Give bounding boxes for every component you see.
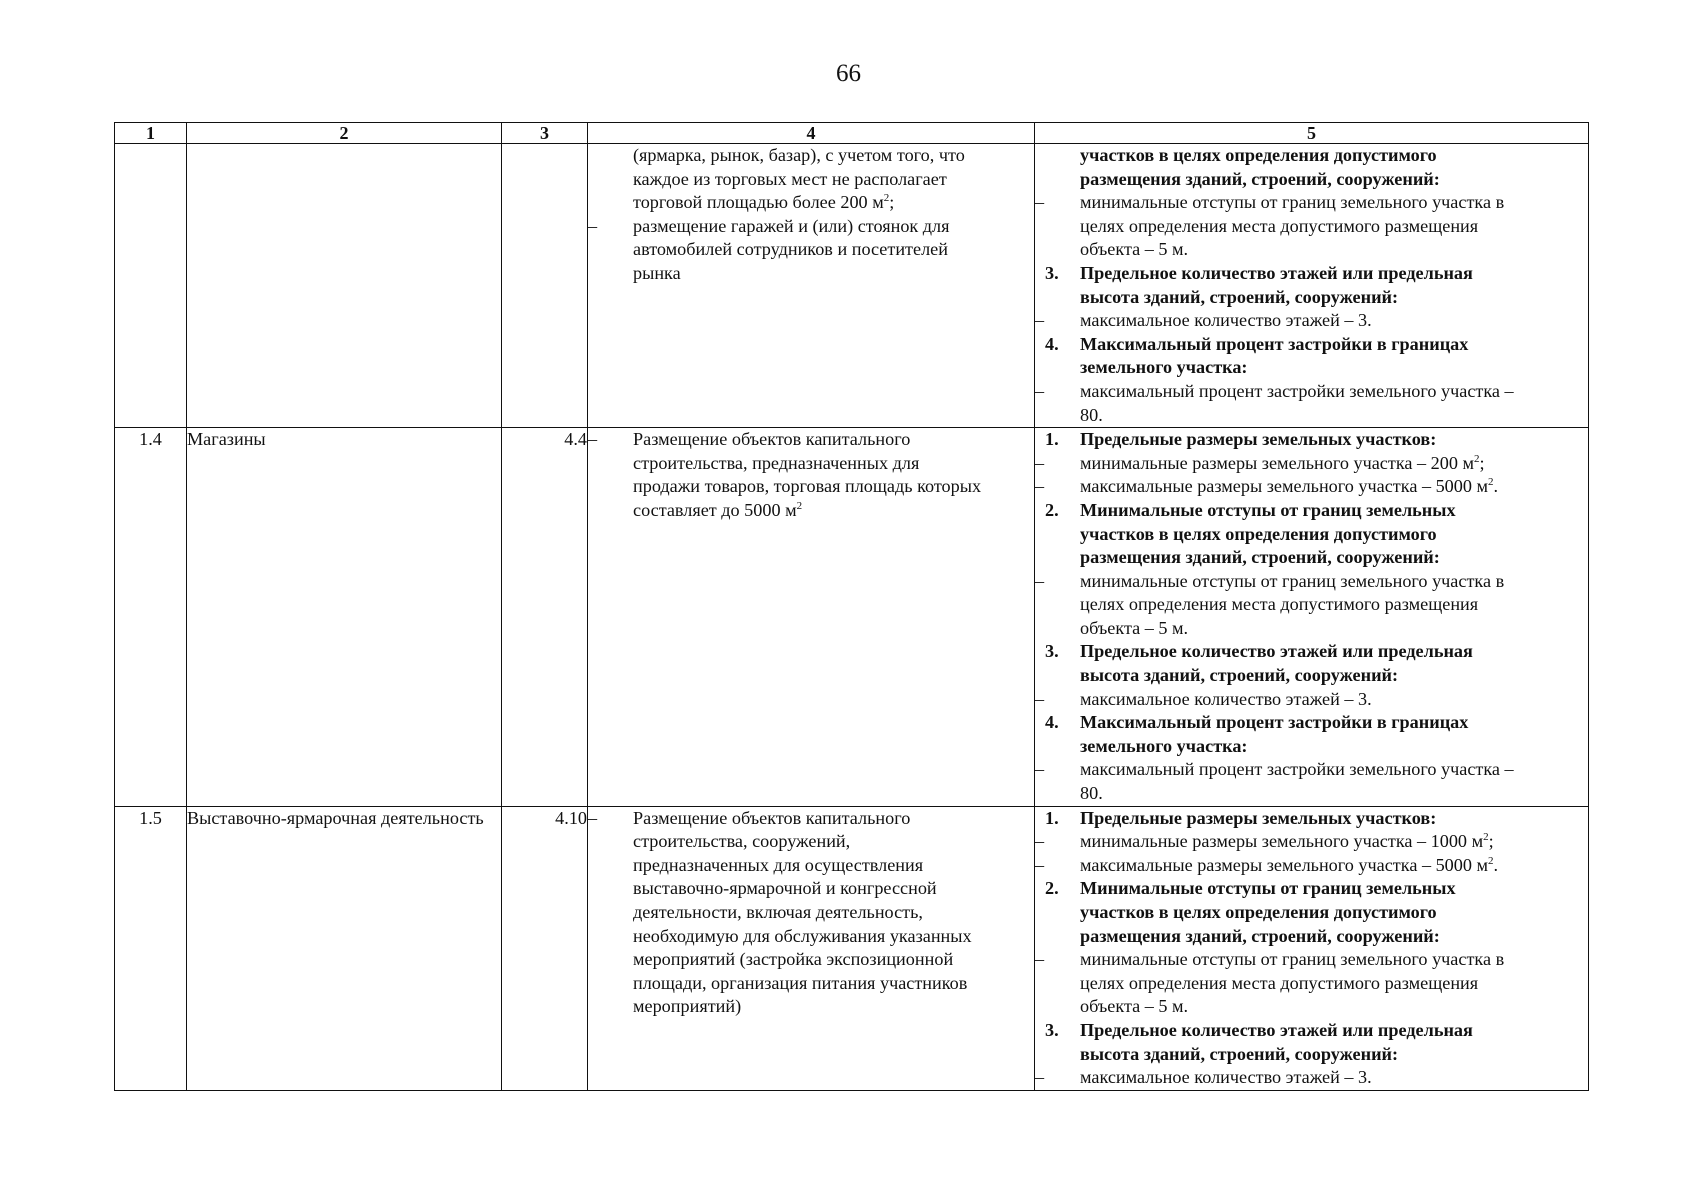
line-text: максимальные размеры земельного участка – 5000 м bbox=[1080, 854, 1489, 875]
list-bullet: – bbox=[1035, 380, 1045, 401]
list-bullet: – bbox=[1035, 310, 1045, 331]
use-name-cell: Магазины bbox=[187, 428, 502, 807]
use-code-cell bbox=[502, 144, 588, 428]
text-line bbox=[588, 830, 1034, 854]
text-line bbox=[588, 238, 1034, 262]
row-number-cell bbox=[115, 144, 187, 428]
line-text: Предельное количество этажей или предельная bbox=[1080, 262, 1473, 283]
list-bullet: – bbox=[1035, 1067, 1045, 1088]
text-line bbox=[588, 191, 1034, 215]
line-text: необходимую для обслуживания указанных bbox=[633, 925, 972, 946]
line-text: целях определения места допустимого размещения bbox=[1080, 594, 1479, 615]
parameters-cell bbox=[1035, 806, 1589, 1090]
text-line bbox=[1035, 758, 1588, 782]
line-text: предназначенных для осуществления bbox=[633, 854, 924, 875]
use-description-cell bbox=[588, 806, 1035, 1090]
line-suffix: ; bbox=[1488, 831, 1494, 852]
text-line bbox=[1035, 238, 1588, 262]
item-number: 4. bbox=[1045, 333, 1059, 354]
line-suffix: ; bbox=[1479, 452, 1485, 473]
text-line bbox=[588, 144, 1034, 168]
table-row bbox=[115, 806, 1589, 1090]
zoning-table bbox=[114, 122, 1589, 1091]
text-line bbox=[1035, 262, 1588, 286]
text-line bbox=[1035, 309, 1588, 333]
line-text: Минимальные отступы от границ земельных bbox=[1080, 499, 1456, 520]
text-line bbox=[588, 854, 1034, 878]
item-number: 4. bbox=[1045, 712, 1059, 733]
text-line bbox=[588, 428, 1034, 452]
list-bullet: – bbox=[1035, 831, 1045, 852]
text-line bbox=[1035, 215, 1588, 239]
text-line bbox=[1035, 570, 1588, 594]
text-line bbox=[1035, 333, 1588, 357]
line-text: торговой площадью более 200 м bbox=[633, 192, 884, 213]
list-bullet: – bbox=[1035, 854, 1045, 875]
text-line bbox=[588, 972, 1034, 996]
line-text: Максимальный процент застройки в границах bbox=[1080, 712, 1469, 733]
page-number: 66 bbox=[836, 60, 861, 87]
text-line bbox=[588, 901, 1034, 925]
header-cell: 2 bbox=[187, 123, 502, 144]
use-name-cell bbox=[187, 144, 502, 428]
line-text: Размещение объектов капитального bbox=[633, 429, 911, 450]
line-text: минимальные отступы от границ земельного участка в bbox=[1080, 570, 1505, 591]
line-text: Предельные размеры земельных участков: bbox=[1080, 429, 1437, 450]
superscript: 2 bbox=[1483, 831, 1489, 844]
text-line bbox=[1035, 688, 1588, 712]
line-text: минимальные отступы от границ земельного участка в bbox=[1080, 192, 1505, 213]
line-text: 80. bbox=[1080, 404, 1103, 425]
text-line bbox=[1035, 593, 1588, 617]
line-text: максимальный процент застройки земельного участка – bbox=[1080, 759, 1514, 780]
text-line bbox=[1035, 807, 1588, 831]
table-row bbox=[115, 144, 1589, 428]
line-text: рынка bbox=[633, 262, 681, 283]
use-code-cell: 4.4 bbox=[502, 428, 588, 807]
line-text: минимальные отступы от границ земельного участка в bbox=[1080, 949, 1505, 970]
list-bullet: – bbox=[1035, 452, 1045, 473]
line-text: участков в целях определения допустимого bbox=[1080, 902, 1437, 922]
line-text: объекта – 5 м. bbox=[1080, 996, 1189, 1017]
superscript: 2 bbox=[796, 499, 803, 512]
table-row bbox=[115, 428, 1589, 807]
line-text: размещение гаражей и (или) стоянок для bbox=[633, 215, 950, 236]
line-text: Предельные размеры земельных участков: bbox=[1080, 807, 1437, 828]
text-line bbox=[1035, 711, 1588, 735]
line-text: участков в целях определения допустимого bbox=[1080, 523, 1437, 544]
line-text: высота зданий, строений, сооружений: bbox=[1080, 665, 1399, 686]
line-text: площади, организация питания участников bbox=[633, 972, 968, 993]
line-text: строительства, предназначенных для bbox=[633, 452, 920, 473]
text-line bbox=[1035, 640, 1588, 664]
text-line bbox=[588, 499, 1034, 523]
text-line bbox=[1035, 735, 1588, 759]
line-text: целях определения места допустимого размещения bbox=[1080, 972, 1479, 993]
text-line bbox=[588, 877, 1034, 901]
row-number-cell: 1.4 bbox=[115, 428, 187, 807]
line-text: целях определения места допустимого размещения bbox=[1080, 215, 1479, 236]
line-text: минимальные размеры земельного участка – 200 м bbox=[1080, 452, 1474, 473]
line-text: каждое из торговых мест не располагает bbox=[633, 168, 947, 189]
text-line bbox=[588, 807, 1034, 831]
superscript: 2 bbox=[883, 192, 890, 205]
line-text: максимальное количество этажей – 3. bbox=[1080, 688, 1372, 709]
list-bullet: – bbox=[588, 429, 598, 450]
text-line bbox=[1035, 475, 1588, 499]
header-cell: 3 bbox=[502, 123, 588, 144]
item-number: 3. bbox=[1045, 262, 1059, 283]
text-line bbox=[588, 475, 1034, 499]
line-text: продажи товаров, торговая площадь которых bbox=[633, 476, 982, 497]
text-line bbox=[1035, 830, 1588, 854]
use-description-cell bbox=[588, 144, 1035, 428]
use-code-cell: 4.10 bbox=[502, 806, 588, 1090]
line-text: мероприятий) bbox=[633, 996, 742, 1017]
line-suffix: . bbox=[1493, 476, 1499, 497]
text-line bbox=[1035, 144, 1588, 168]
header-cell: 1 bbox=[115, 123, 187, 144]
line-text: деятельности, включая деятельность, bbox=[633, 902, 923, 922]
line-text: Максимальный процент застройки в границах bbox=[1080, 333, 1469, 354]
line-text: строительства, сооружений, bbox=[633, 831, 851, 852]
header-cell: 5 bbox=[1035, 123, 1589, 144]
line-text: высота зданий, строений, сооружений: bbox=[1080, 286, 1399, 307]
list-bullet: – bbox=[1035, 570, 1045, 591]
parameters-cell bbox=[1035, 428, 1589, 807]
line-text: размещения зданий, строений, сооружений: bbox=[1080, 925, 1440, 946]
use-name-cell: Выставочно-ярмарочная деятельность bbox=[187, 806, 502, 1090]
line-text: максимальное количество этажей – 3. bbox=[1080, 310, 1372, 331]
text-line bbox=[588, 215, 1034, 239]
text-line bbox=[588, 452, 1034, 476]
line-text: мероприятий (застройка экспозиционной bbox=[633, 949, 954, 970]
line-text: земельного участка: bbox=[1080, 357, 1248, 378]
list-bullet: – bbox=[588, 807, 598, 828]
text-line bbox=[588, 262, 1034, 286]
text-line bbox=[1035, 191, 1588, 215]
text-line bbox=[1035, 286, 1588, 310]
line-text: участков в целях определения допустимого bbox=[1080, 145, 1437, 165]
line-text: земельного участка: bbox=[1080, 735, 1248, 756]
list-bullet: – bbox=[1035, 476, 1045, 497]
text-line bbox=[1035, 664, 1588, 688]
text-line bbox=[588, 168, 1034, 192]
line-text: объекта – 5 м. bbox=[1080, 617, 1189, 638]
text-line bbox=[588, 995, 1034, 1019]
text-line bbox=[1035, 499, 1588, 523]
item-number: 1. bbox=[1045, 807, 1059, 828]
text-line bbox=[1035, 380, 1588, 404]
line-text: Размещение объектов капитального bbox=[633, 807, 911, 828]
text-line bbox=[1035, 404, 1588, 428]
text-line bbox=[1035, 1019, 1588, 1043]
text-line bbox=[1035, 901, 1588, 925]
header-cell: 4 bbox=[588, 123, 1035, 144]
item-number: 2. bbox=[1045, 499, 1059, 520]
text-line bbox=[588, 948, 1034, 972]
line-text: 80. bbox=[1080, 783, 1103, 804]
line-suffix: ; bbox=[889, 192, 895, 213]
text-line bbox=[1035, 995, 1588, 1019]
text-line bbox=[1035, 972, 1588, 996]
list-bullet: – bbox=[588, 215, 598, 236]
line-text: Минимальные отступы от границ земельных bbox=[1080, 878, 1456, 899]
text-line bbox=[1035, 877, 1588, 901]
item-number: 3. bbox=[1045, 1019, 1059, 1040]
parameters-cell bbox=[1035, 144, 1589, 428]
line-text: составляет до 5000 м bbox=[633, 499, 797, 520]
text-line bbox=[1035, 1066, 1588, 1090]
text-line bbox=[1035, 782, 1588, 806]
text-line bbox=[588, 925, 1034, 949]
list-bullet: – bbox=[1035, 759, 1045, 780]
text-line bbox=[1035, 546, 1588, 570]
list-bullet: – bbox=[1035, 192, 1045, 213]
item-number: 1. bbox=[1045, 429, 1059, 450]
superscript: 2 bbox=[1488, 854, 1494, 867]
line-text: максимальные размеры земельного участка – 5000 м bbox=[1080, 476, 1489, 497]
text-line bbox=[1035, 925, 1588, 949]
line-text: Предельное количество этажей или предельная bbox=[1080, 641, 1473, 662]
use-description-cell bbox=[588, 428, 1035, 807]
line-text: (ярмарка, рынок, базар), с учетом того, что bbox=[633, 145, 965, 165]
line-text: автомобилей сотрудников и посетителей bbox=[633, 239, 948, 260]
superscript: 2 bbox=[1473, 452, 1480, 465]
superscript: 2 bbox=[1488, 476, 1494, 489]
line-text: максимальное количество этажей – 3. bbox=[1080, 1067, 1372, 1088]
item-number: 3. bbox=[1045, 641, 1059, 662]
text-line bbox=[1035, 168, 1588, 192]
line-text: высота зданий, строений, сооружений: bbox=[1080, 1043, 1399, 1064]
line-text: минимальные размеры земельного участка – 1000 м bbox=[1080, 831, 1484, 852]
line-text: объекта – 5 м. bbox=[1080, 239, 1189, 260]
text-line bbox=[1035, 523, 1588, 547]
list-bullet: – bbox=[1035, 688, 1045, 709]
text-line bbox=[1035, 948, 1588, 972]
table-header-row bbox=[115, 123, 1589, 144]
text-line bbox=[1035, 854, 1588, 878]
text-line bbox=[1035, 452, 1588, 476]
text-line bbox=[1035, 1043, 1588, 1067]
line-text: выставочно-ярмарочной и конгрессной bbox=[633, 878, 937, 899]
line-text: максимальный процент застройки земельного участка – bbox=[1080, 380, 1514, 401]
row-number-cell: 1.5 bbox=[115, 806, 187, 1090]
line-text: размещения зданий, строений, сооружений: bbox=[1080, 547, 1440, 568]
text-line bbox=[1035, 356, 1588, 380]
line-text: размещения зданий, строений, сооружений: bbox=[1080, 168, 1440, 189]
line-suffix: . bbox=[1493, 854, 1499, 875]
list-bullet: – bbox=[1035, 949, 1045, 970]
item-number: 2. bbox=[1045, 878, 1059, 899]
text-line bbox=[1035, 617, 1588, 641]
text-line bbox=[1035, 428, 1588, 452]
line-text: Предельное количество этажей или предельная bbox=[1080, 1019, 1473, 1040]
